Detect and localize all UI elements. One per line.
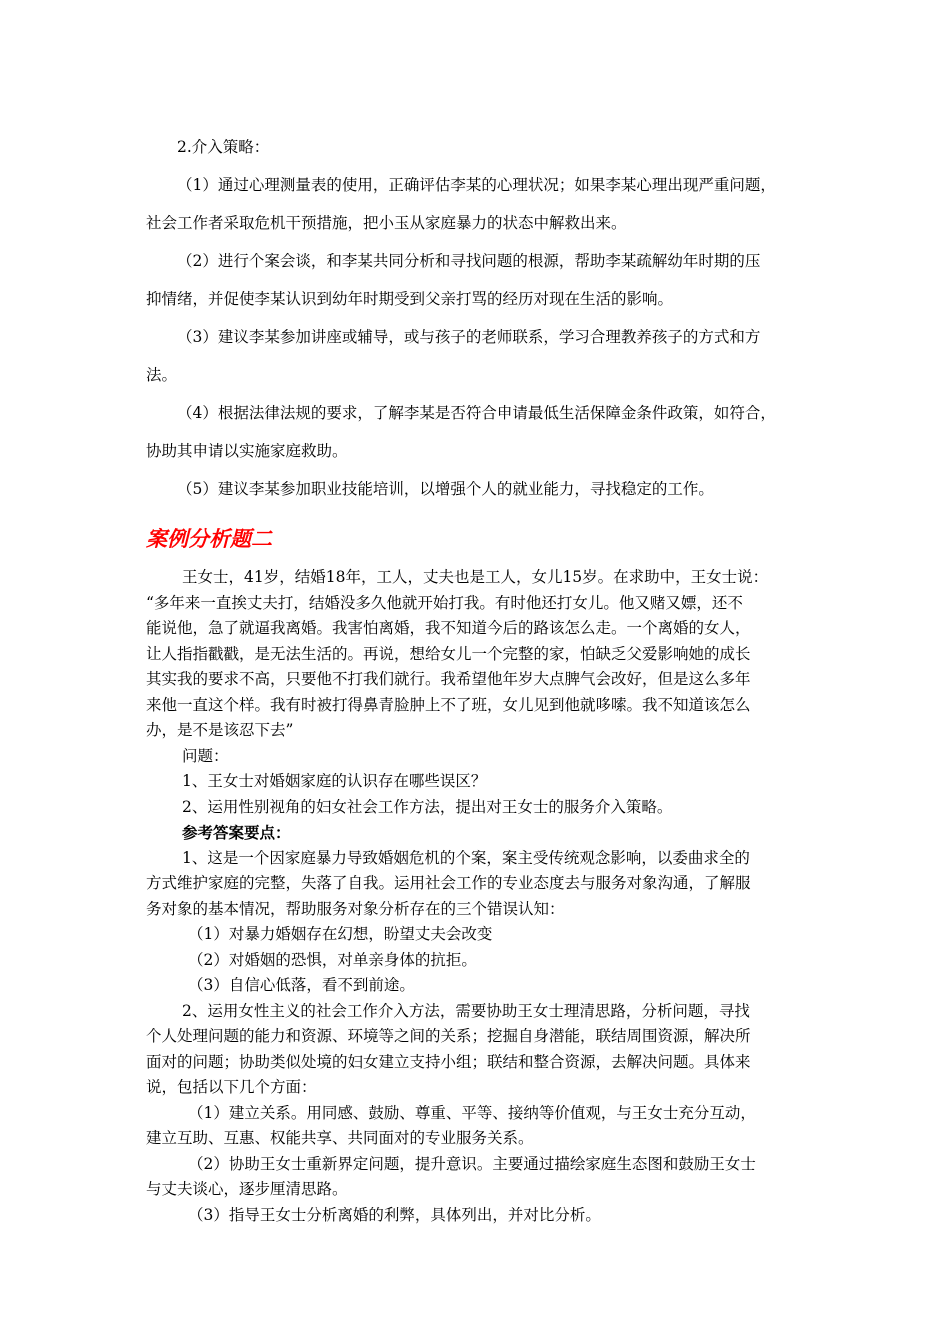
case-line: 来他一直这个样。我有时被打得鼻青脸肿上不了班，女儿见到他就哆嗦。我不知道该怎么 [146, 695, 751, 714]
case-line: 办，是不是该忍下去” [146, 721, 294, 739]
strategy-line: 协助其申请以实施家庭救助。 [146, 442, 348, 460]
answer-point-cont: 建立互助、互惠、权能共享、共同面对的专业服务关系。 [146, 1129, 534, 1147]
strategy-item-1 [146, 166, 820, 242]
question-label: 问题： [182, 746, 229, 765]
strategy-line: （4）根据法律法规的要求，了解李某是否符合申请最低生活保障金条件政策，如符合， [177, 404, 776, 422]
question-item: 1、王女士对婚姻家庭的认识存在哪些误区？ [182, 772, 487, 790]
strategy-item-4 [146, 394, 820, 470]
answer-point: （1）对暴力婚姻存在幻想，盼望丈夫会改变 [188, 925, 493, 943]
section-title: 2.介入策略： [177, 138, 270, 156]
case-line: “多年来一直挨丈夫打，结婚没多久他就开始打我。有时他还打女儿。他又赌又嫖，还不 [146, 593, 743, 612]
answer-line: 方式维护家庭的完整，失落了自我。运用社会工作的专业态度去与服务对象沟通，了解服 [146, 874, 751, 892]
strategy-item-2 [146, 242, 820, 318]
case-line: 让人指指戳戳，是无法生活的。再说，想给女儿一个完整的家，怕缺乏父爱影响她的成长 [146, 644, 751, 663]
case-study-section [146, 565, 820, 1228]
answer-label: 参考答案要点： [182, 823, 291, 842]
strategy-line: （5）建议李某参加职业技能培训，以增强个人的就业能力，寻找稳定的工作。 [177, 480, 714, 498]
answer-point: （3）指导王女士分析离婚的利弊，具体列出，并对比分析。 [188, 1205, 601, 1224]
answer-line: 面对的问题；协助类似处境的妇女建立支持小组；联结和整合资源，去解决问题。具体来 [146, 1052, 751, 1071]
answer-1 [146, 846, 820, 999]
answer-point-cont: 与丈夫谈心，逐步厘清思路。 [146, 1180, 348, 1198]
answer-line: 1、这是一个因家庭暴力导致婚姻危机的个案，案主受传统观念影响，以委曲求全的 [182, 848, 750, 867]
case-line: 其实我的要求不高，只要他不打我们就行。我希望他年岁大点脾气会改好，但是这么多年 [146, 670, 751, 688]
answer-point: （1）建立关系。用同感、鼓励、尊重、平等、接纳等价值观，与王女士充分互动， [188, 1103, 756, 1122]
case-heading: 案例分析题二 [146, 526, 272, 551]
intervention-strategy-section [146, 128, 820, 508]
case-line: 王女士，41岁，结婚18年，工人，丈夫也是工人，女儿15岁。在求助中，王女士说： [182, 568, 769, 586]
strategy-line: （2）进行个案会谈，和李某共同分析和寻找问题的根源，帮助李某疏解幼年时期的压 [177, 252, 761, 270]
strategy-line: （3）建议李某参加讲座或辅导，或与孩子的老师联系，学习合理教养孩子的方式和方 [177, 328, 761, 346]
strategy-line: 法。 [146, 366, 178, 384]
answer-line: 务对象的基本情况，帮助服务对象分析存在的三个错误认知： [146, 899, 565, 918]
answer-line: 2、运用女性主义的社会工作介入方法，需要协助王女士理清思路，分析问题，寻找 [182, 1001, 750, 1020]
strategy-line: 社会工作者采取危机干预措施，把小玉从家庭暴力的状态中解救出来。 [146, 214, 627, 232]
strategy-line: 抑情绪，并促使李某认识到幼年时期受到父亲打骂的经历对现在生活的影响。 [146, 290, 674, 308]
strategy-item-5 [146, 470, 820, 508]
answer-point: （2）协助王女士重新界定问题，提升意识。主要通过描绘家庭生态图和鼓励王女士 [188, 1154, 756, 1173]
strategy-line: （1）通过心理测量表的使用，正确评估李某的心理状况；如果李某心理出现严重问题， [177, 176, 776, 194]
answer-2 [146, 999, 820, 1229]
question-item: 2、运用性别视角的妇女社会工作方法，提出对王女士的服务介入策略。 [182, 797, 673, 816]
case-line: 能说他，急了就逼我离婚。我害怕离婚，我不知道今后的路该怎么走。一个离婚的女人， [146, 619, 751, 637]
case-description [146, 565, 820, 744]
answer-point: （2）对婚姻的恐惧，对单亲身体的抗拒。 [188, 950, 477, 969]
strategy-item-3 [146, 318, 820, 394]
answer-point: （3）自信心低落，看不到前途。 [188, 976, 415, 994]
answer-line: 个人处理问题的能力和资源、环境等之间的关系；挖掘自身潜能，联结周围资源，解决所 [146, 1027, 751, 1045]
answer-line: 说，包括以下几个方面： [146, 1078, 317, 1096]
